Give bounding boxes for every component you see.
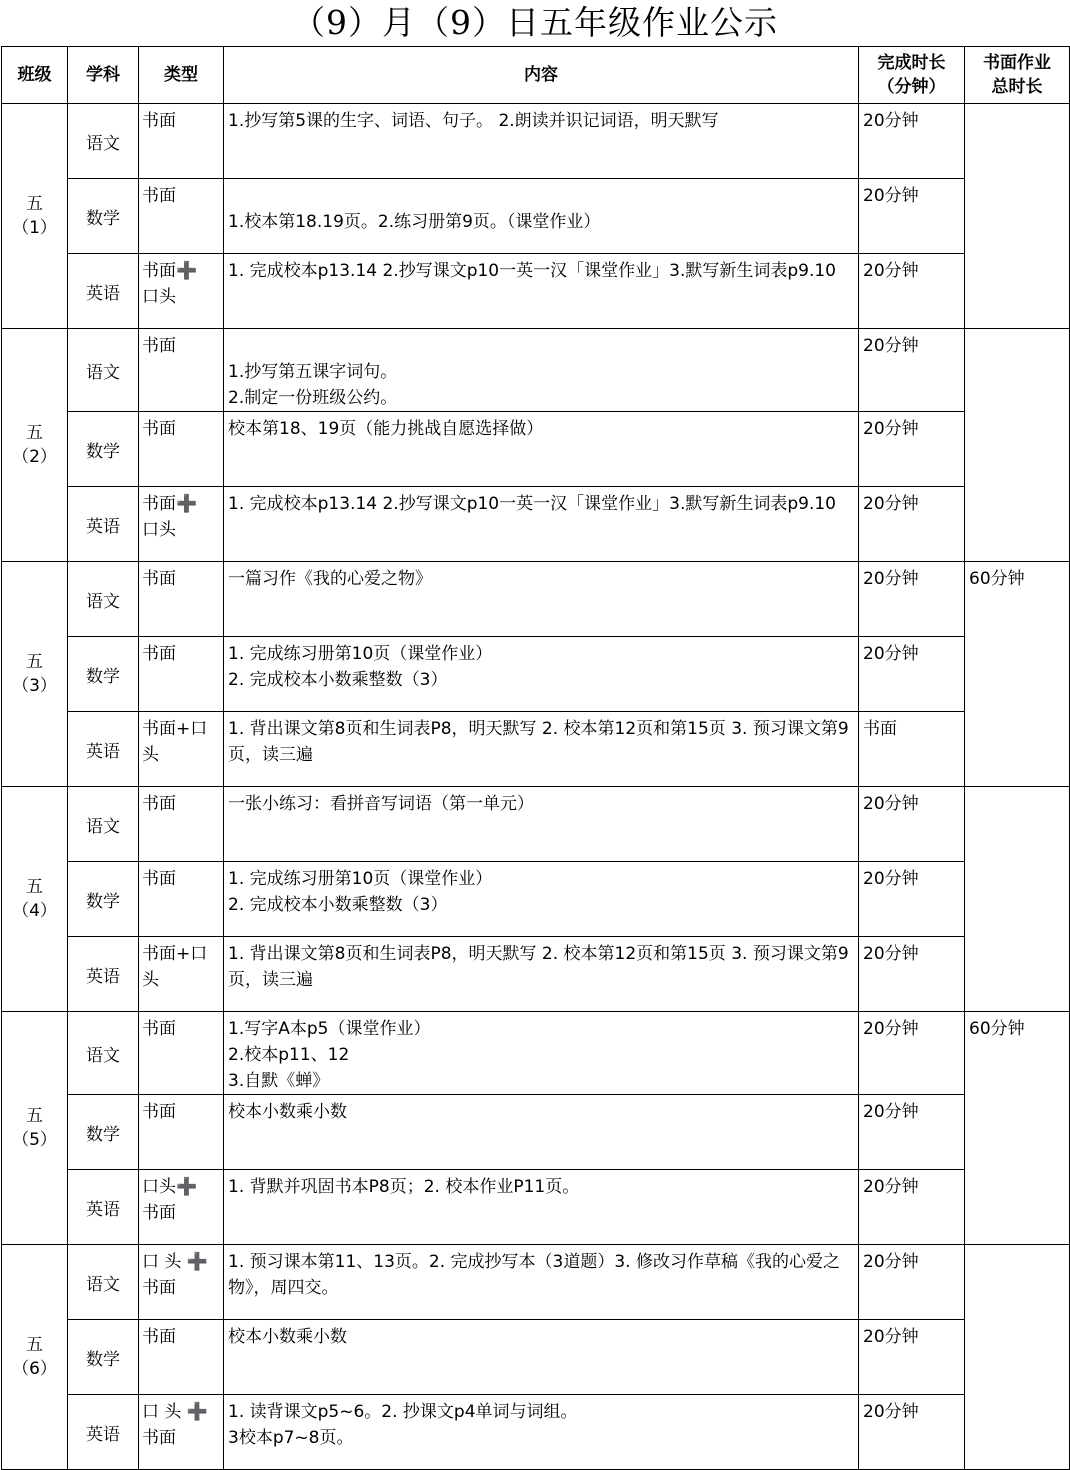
class-cell: 五 （6）	[2, 1245, 68, 1470]
subject-cell: 语文	[68, 329, 139, 412]
header-type: 类型	[139, 47, 224, 104]
type-cell: 书面	[139, 1095, 224, 1170]
time-cell: 20分钟	[859, 787, 965, 862]
homework-table	[1, 46, 1070, 1470]
type-cell: 书面	[139, 787, 224, 862]
subject-cell: 语文	[68, 104, 139, 179]
subject-cell: 英语	[68, 254, 139, 329]
table-row	[2, 179, 1070, 254]
type-cell: 口 头 ➕ 书面	[139, 1395, 224, 1470]
time-cell: 20分钟	[859, 1012, 965, 1095]
subject-cell: 数学	[68, 1320, 139, 1395]
table-body	[2, 104, 1070, 1470]
time-cell: 20分钟	[859, 254, 965, 329]
subject-cell: 英语	[68, 1170, 139, 1245]
total-time-cell: 60分钟	[965, 562, 1070, 787]
subject-cell: 语文	[68, 1012, 139, 1095]
subject-cell: 数学	[68, 179, 139, 254]
table-row	[2, 937, 1070, 1012]
content-cell: 1. 完成校本p13.14 2.抄写课文p10一英一汉「课堂作业」3.默写新生词表p9.10	[224, 487, 859, 562]
type-cell: 书面	[139, 1012, 224, 1095]
table-row	[2, 562, 1070, 637]
total-time-cell	[965, 329, 1070, 562]
time-cell: 20分钟	[859, 562, 965, 637]
type-cell: 书面	[139, 1320, 224, 1395]
content-cell: 1.写字A本p5（课堂作业） 2.校本p11、12 3.自默《蝉》	[224, 1012, 859, 1095]
header-total: 书面作业 总时长	[965, 47, 1070, 104]
total-time-cell: 60分钟	[965, 1012, 1070, 1245]
type-cell: 书面	[139, 562, 224, 637]
content-cell: 1. 完成练习册第10页（课堂作业） 2. 完成校本小数乘整数（3）	[224, 637, 859, 712]
table-row	[2, 1095, 1070, 1170]
content-cell: 校本小数乘小数	[224, 1095, 859, 1170]
type-cell: 书面+口 头	[139, 937, 224, 1012]
content-cell: 1. 完成校本p13.14 2.抄写课文p10一英一汉「课堂作业」3.默写新生词表p9.10	[224, 254, 859, 329]
content-cell: 校本第18、19页（能力挑战自愿选择做）	[224, 412, 859, 487]
type-cell: 书面+口 头	[139, 712, 224, 787]
class-cell: 五 （5）	[2, 1012, 68, 1245]
content-cell: 1. 背出课文第8页和生词表P8，明天默写 2. 校本第12页和第15页 3. 预习课文第9页，读三遍	[224, 712, 859, 787]
time-cell: 20分钟	[859, 637, 965, 712]
content-cell: 1.抄写第5课的生字、词语、句子。 2.朗读并识记词语，明天默写	[224, 104, 859, 179]
header-content: 内容	[224, 47, 859, 104]
content-cell: 1. 背默并巩固书本P8页；2. 校本作业P11页。	[224, 1170, 859, 1245]
subject-cell: 语文	[68, 562, 139, 637]
time-cell: 20分钟	[859, 1395, 965, 1470]
content-cell: 一张小练习：看拼音写词语（第一单元）	[224, 787, 859, 862]
content-cell: 1. 预习课本第11、13页。2. 完成抄写本（3道题）3. 修改习作草稿《我的心爱之物》，周四交。	[224, 1245, 859, 1320]
subject-cell: 英语	[68, 487, 139, 562]
time-cell: 20分钟	[859, 862, 965, 937]
type-cell: 书面	[139, 637, 224, 712]
content-cell: 1. 背出课文第8页和生词表P8，明天默写 2. 校本第12页和第15页 3. 预习课文第9页，读三遍	[224, 937, 859, 1012]
type-cell: 口 头 ➕ 书面	[139, 1245, 224, 1320]
table-row	[2, 637, 1070, 712]
class-cell: 五 （3）	[2, 562, 68, 787]
time-cell: 20分钟	[859, 179, 965, 254]
content-cell: 一篇习作《我的心爱之物》	[224, 562, 859, 637]
table-row	[2, 104, 1070, 179]
subject-cell: 数学	[68, 412, 139, 487]
type-cell: 口头➕ 书面	[139, 1170, 224, 1245]
time-cell: 20分钟	[859, 487, 965, 562]
time-cell: 20分钟	[859, 1320, 965, 1395]
total-time-cell	[965, 1245, 1070, 1470]
table-row	[2, 787, 1070, 862]
type-cell: 书面	[139, 179, 224, 254]
type-cell: 书面➕ 口头	[139, 254, 224, 329]
time-cell: 20分钟	[859, 329, 965, 412]
subject-cell: 数学	[68, 1095, 139, 1170]
content-cell: 校本小数乘小数	[224, 1320, 859, 1395]
page-title: （9）月（9）日五年级作业公示	[292, 3, 778, 42]
header-subject: 学科	[68, 47, 139, 104]
time-cell: 20分钟	[859, 937, 965, 1012]
header-class: 班级	[2, 47, 68, 104]
time-cell: 20分钟	[859, 412, 965, 487]
subject-cell: 语文	[68, 787, 139, 862]
class-cell: 五 （4）	[2, 787, 68, 1012]
subject-cell: 数学	[68, 862, 139, 937]
table-row	[2, 1245, 1070, 1320]
table-row	[2, 487, 1070, 562]
class-cell: 五 （1）	[2, 104, 68, 329]
time-cell: 书面	[859, 712, 965, 787]
subject-cell: 语文	[68, 1245, 139, 1320]
type-cell: 书面	[139, 329, 224, 412]
content-cell: 1. 完成练习册第10页（课堂作业） 2. 完成校本小数乘整数（3）	[224, 862, 859, 937]
content-cell: 1.抄写第五课字词句。 2.制定一份班级公约。	[224, 329, 859, 412]
type-cell: 书面	[139, 104, 224, 179]
class-cell: 五 （2）	[2, 329, 68, 562]
content-cell: 1. 读背课文p5~6。2. 抄课文p4单词与词组。 3校本p7~8页。	[224, 1395, 859, 1470]
time-cell: 20分钟	[859, 1245, 965, 1320]
type-cell: 书面➕ 口头	[139, 487, 224, 562]
type-cell: 书面	[139, 862, 224, 937]
subject-cell: 英语	[68, 937, 139, 1012]
type-cell: 书面	[139, 412, 224, 487]
header-time: 完成时长 （分钟）	[859, 47, 965, 104]
total-time-cell	[965, 787, 1070, 1012]
time-cell: 20分钟	[859, 1170, 965, 1245]
table-row	[2, 862, 1070, 937]
content-cell: 1.校本第18.19页。2.练习册第9页。（课堂作业）	[224, 179, 859, 254]
subject-cell: 英语	[68, 712, 139, 787]
time-cell: 20分钟	[859, 104, 965, 179]
time-cell: 20分钟	[859, 1095, 965, 1170]
table-row	[2, 1320, 1070, 1395]
table-row	[2, 329, 1070, 412]
table-row	[2, 1395, 1070, 1470]
table-row	[2, 1170, 1070, 1245]
subject-cell: 英语	[68, 1395, 139, 1470]
table-row	[2, 1012, 1070, 1095]
total-time-cell	[965, 104, 1070, 329]
table-row	[2, 712, 1070, 787]
subject-cell: 数学	[68, 637, 139, 712]
table-row	[2, 412, 1070, 487]
table-row	[2, 254, 1070, 329]
